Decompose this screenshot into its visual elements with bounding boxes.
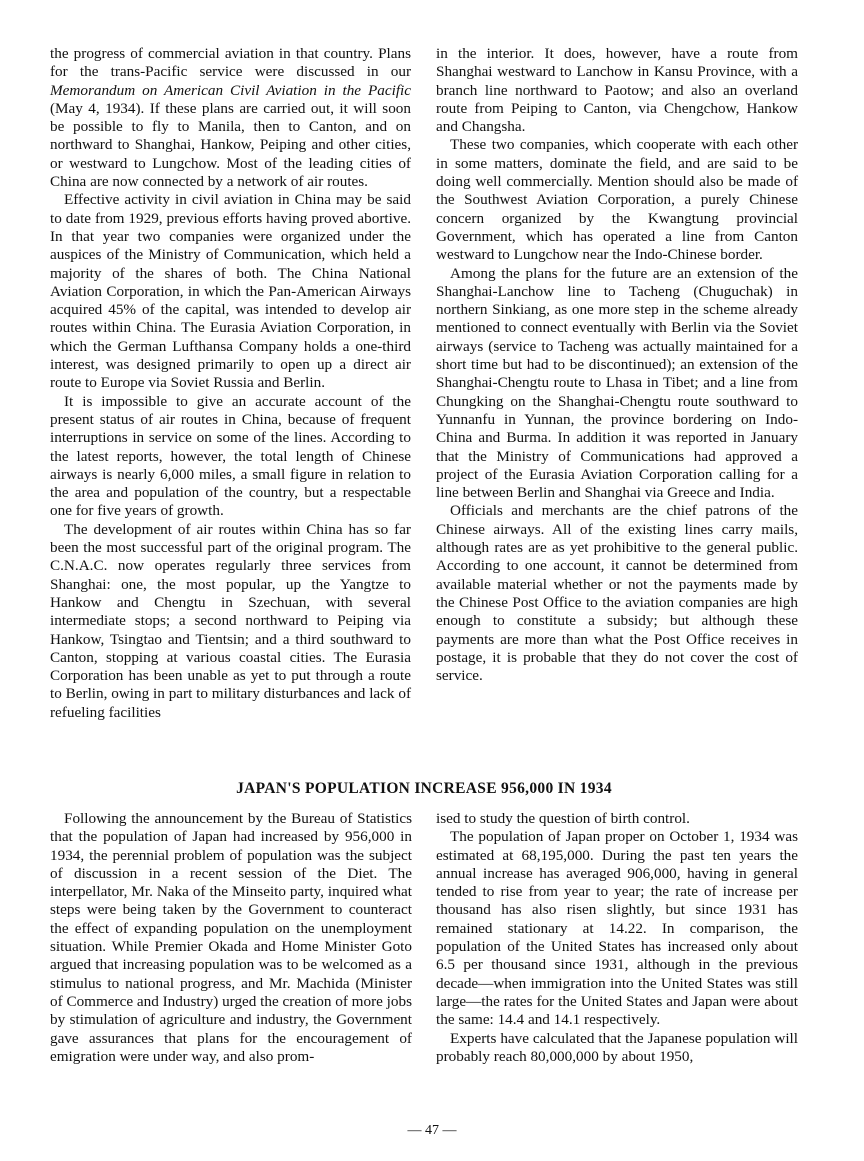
paragraph: the progress of commercial aviation in that country. Plans for the trans-Pacific service were discussed in our Memorandum on American Civil Aviation in the Pacific (May 4, 1934). If these plans are carried out, it will soon be possible to fly to Manila, then to Canton, and on northward to Shanghai, Hankow, Peiping and other cities, or westward to Lungchow. Most of the leading cities of China are now connected by a network of air routes. xyxy=(50,45,411,191)
memorandum-reference: Memorandum on American Civil Aviation in the Pacific xyxy=(50,81,411,99)
population-column-left xyxy=(50,810,412,1066)
population-column-right xyxy=(436,810,798,1066)
paragraph: in the interior. It does, however, have a route from Shanghai westward to Lanchow in Kansu Province, with a branch line northward to Paotow; and also an overland route from Peiping to Canton, via Chengchow, Hankow and Changsha. xyxy=(436,45,798,136)
paragraph: The population of Japan proper on October 1, 1934 was estimated at 68,195,000. During the past ten years the annual increase has averaged 906,000, having in general tended to rise from year to year; the rate of increase per thousand has also risen slightly, but since 1931 has remained stationary at 14.22. In comparison, the population of the United States has increased only about 6.5 per thousand since 1931, although in the previous decade—when immigration into the United States was still large—the rates for the United States and Japan were about the same: 14.4 and 14.1 respectively. xyxy=(436,828,798,1029)
paragraph: Officials and merchants are the chief patrons of the Chinese airways. All of the existing lines carry mails, although rates are as yet prohibitive to the general public. According to one account, it cannot be determined from available material whether or not the payments made by the Chinese Post Office to the aviation companies are high enough to constitute a subsidy; but although these payments are more than what the Post Office receives in postage, it is probable that they do not cover the cost of service. xyxy=(436,502,798,685)
paragraph: ised to study the question of birth control. xyxy=(436,810,690,827)
paragraph: It is impossible to give an accurate account of the present status of air routes in China, because of frequent interruptions in service on some of the lines. According to the latest reports, however, the total length of Chinese airways is nearly 6,000 miles, a small figure in relation to the area and population of the country, but a respectable one for five years of growth. xyxy=(50,392,411,520)
paragraph: Among the plans for the future are an extension of the Shanghai-Lanchow line to Tacheng (Chuguchak) in northern Sinkiang, as one more step in the scheme already mentioned to connect eventually with Berlin via the Soviet airways (service to Tacheng was actually maintained for a short time but had to be discontinued); an extension of the Shanghai-Chengtu route to Lhasa in Tibet; and a line from Chungking on the Shanghai-Chengtu route southward to Yunnanfu in Yunnan, the province bordering on Indo-China and Burma. In addition it was reported in January that the Ministry of Communications had approved a project of the Eurasia Aviation Corporation calling for a line between Berlin and Shanghai via Greece and India. xyxy=(436,264,798,502)
paragraph: Following the announcement by the Bureau of Statistics that the population of Japan had increased by 956,000 in 1934, the perennial problem of population was the subject of discussion in a recent session of the Diet. The interpellator, Mr. Naka of the Minseito party, inquired what steps were being taken by the Government to counteract the effect of expanding population on the unemployment situation. While Premier Okada and Home Minister Goto argued that increasing population was to be welcomed as a stimulus to national progress, and Mr. Machida (Minister of Commerce and Industry) urged the creation of more jobs by stimulation of agriculture and industry, the Government gave assurances that plans for the encouragement of emigration were under way, and also prom- xyxy=(50,810,413,1065)
aviation-column-left xyxy=(50,45,411,722)
aviation-column-right xyxy=(436,45,798,685)
paragraph: These two companies, which cooperate with each other in some matters, dominate the field, and are said to be doing well commercially. Mention should also be made of the Southwest Aviation Corporation, a purely Chinese concern organized by the Kwangtung provincial Government, which has operated a line from Canton westward to Lungchow near the Indo-Chinese border. xyxy=(436,136,798,264)
page-number: — 47 — xyxy=(407,1123,457,1138)
section-title: JAPAN'S POPULATION INCREASE 956,000 IN 1934 xyxy=(236,780,612,797)
paragraph: Experts have calculated that the Japanese population will probably reach 80,000,000 by about 1950, xyxy=(436,1029,798,1065)
paragraph: The development of air routes within China has so far been the most successful part of the original program. The C.N.A.C. now operates regularly three services from Shanghai: one, the most popular, up the Yangtze to Hankow and Chengtu in Szechuan, with several intermediate stops; a second northward to Peiping via Hankow, Tsingtao and Tientsin; and a third southward to Canton, stopping at various coastal cities. The Eurasia Corporation has been unable as yet to put through a route to Berlin, owing in part to military disturbances and lack of refueling facilities xyxy=(50,520,411,721)
paragraph: Effective activity in civil aviation in China may be said to date from 1929, previous efforts having proved abortive. In that year two companies were organized under the auspices of the Ministry of Communication, which held a majority of the shares of both. The China National Aviation Corporation, in which the Pan-American Airways acquired 45% of the capital, was intended to develop air routes within China. The Eurasia Aviation Corporation, in which the German Lufthansa Company holds a one-third interest, was designed primarily to open up a direct air route to Europe via Soviet Russia and Berlin. xyxy=(50,191,411,392)
